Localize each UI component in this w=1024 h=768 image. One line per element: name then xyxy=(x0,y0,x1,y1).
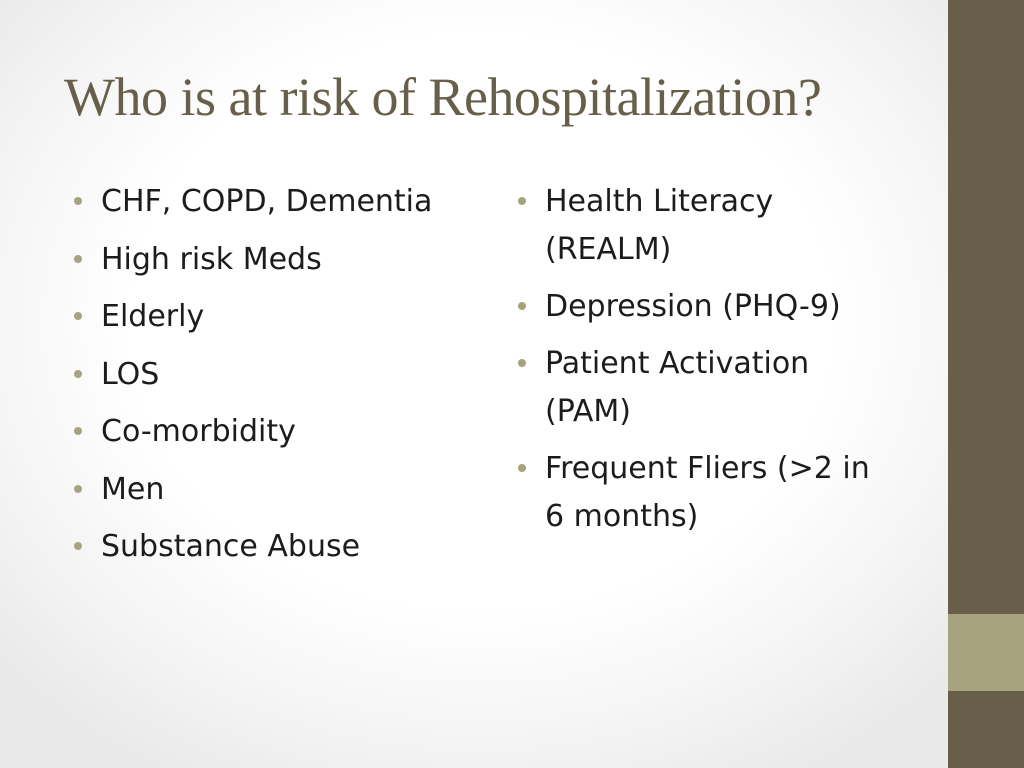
bullet-text: LOS xyxy=(101,356,160,392)
bullet-dot-icon xyxy=(74,370,82,378)
bullet-dot-icon xyxy=(74,197,82,205)
bullet-text: Elderly xyxy=(101,299,205,334)
bullet-dot-icon xyxy=(518,359,526,367)
bullet-dot-icon xyxy=(74,312,82,320)
bullet-text: Health Literacy (REALM) xyxy=(545,184,774,267)
bullet-item xyxy=(518,445,898,541)
left-bullet-list xyxy=(74,178,494,581)
bullet-dot-icon xyxy=(74,255,82,263)
bullet-dot-icon xyxy=(74,542,82,550)
bullet-item xyxy=(74,178,494,226)
bullet-item xyxy=(518,340,898,436)
bullet-item xyxy=(518,283,898,331)
bullet-item xyxy=(74,523,494,571)
bullet-dot-icon xyxy=(74,485,82,493)
bullet-dot-icon xyxy=(518,464,526,472)
bullet-item xyxy=(74,351,494,399)
bullet-text: CHF, COPD, Dementia xyxy=(101,184,433,219)
bullet-text: Frequent Fliers (>2 in 6 months) xyxy=(545,451,870,534)
bullet-text: Co-morbidity xyxy=(101,414,296,449)
bullet-dot-icon xyxy=(74,427,82,435)
sidebar-accent-block xyxy=(948,614,1024,691)
bullet-text: High risk Meds xyxy=(101,241,322,277)
slide-title: Who is at risk of Rehospitalization? xyxy=(64,67,822,127)
bullet-text: Substance Abuse xyxy=(101,529,361,564)
bullet-text: Men xyxy=(101,471,165,507)
bullet-item xyxy=(518,178,898,274)
bullet-item xyxy=(74,293,494,341)
bullet-item xyxy=(74,466,494,514)
bullet-text: Depression (PHQ-9) xyxy=(545,289,841,324)
bullet-dot-icon xyxy=(518,302,526,310)
bullet-item xyxy=(74,408,494,456)
bullet-item xyxy=(74,236,494,284)
bullet-text: Patient Activation (PAM) xyxy=(545,346,810,429)
right-bullet-list xyxy=(518,178,898,550)
bullet-dot-icon xyxy=(518,197,526,205)
